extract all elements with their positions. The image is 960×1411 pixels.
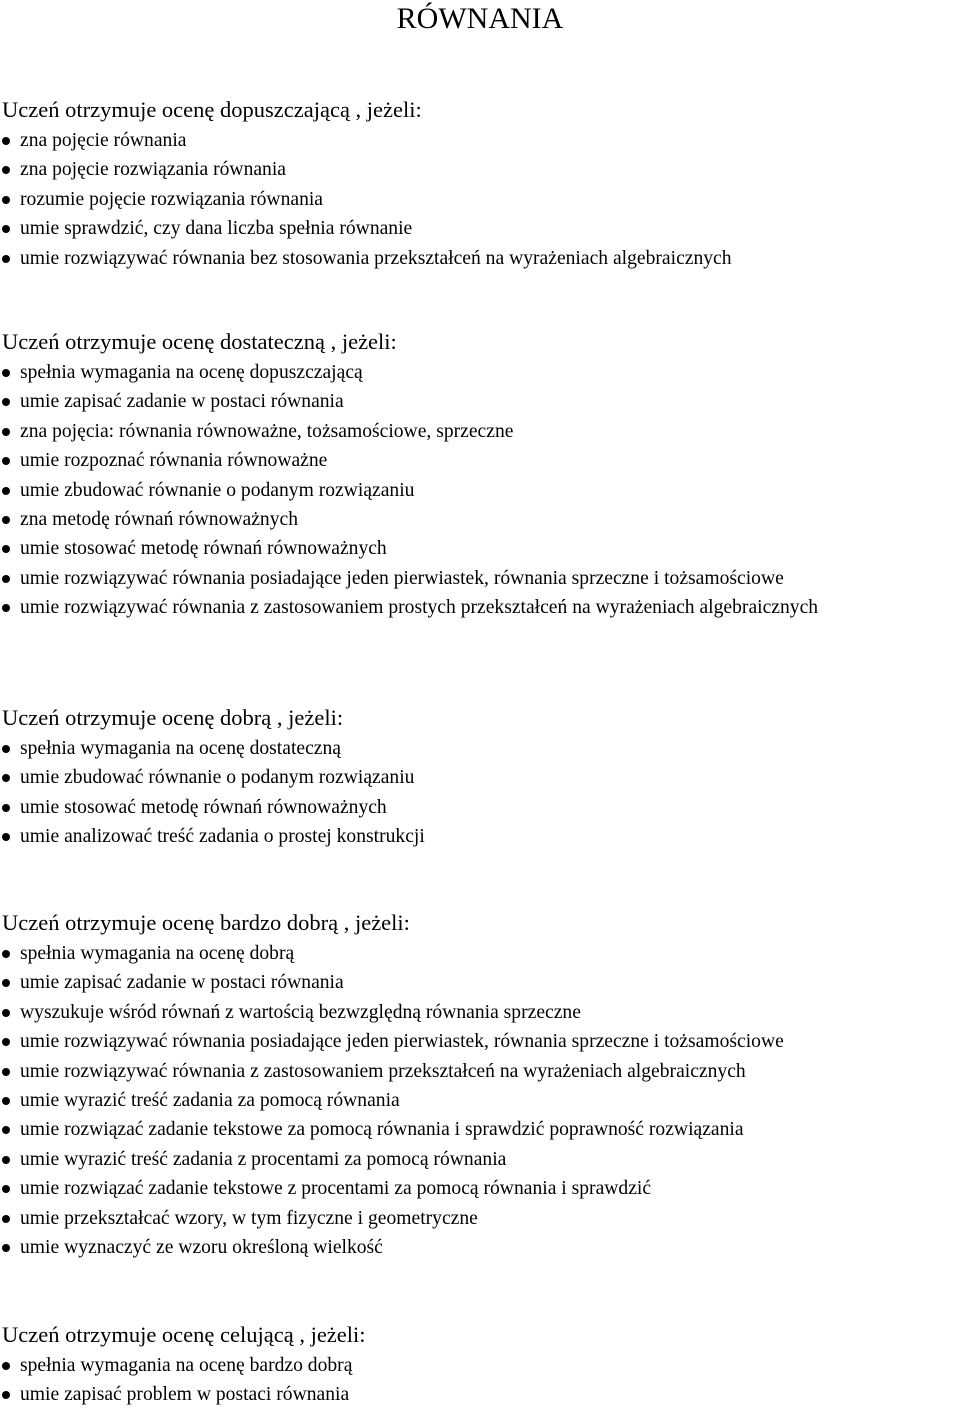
list-item-text: umie zapisać zadanie w postaci równania xyxy=(20,972,344,994)
bullet-icon xyxy=(2,225,10,233)
list-item xyxy=(0,1145,960,1174)
section-celujaca xyxy=(0,1322,960,1410)
section-heading: Uczeń otrzymuje ocenę bardzo dobrą , jeżeli: xyxy=(2,910,410,935)
list-item xyxy=(0,1086,960,1115)
bullet-icon xyxy=(2,166,10,174)
section-heading: Uczeń otrzymuje ocenę dostateczną , jeżeli: xyxy=(2,329,397,354)
bullet-icon xyxy=(2,1156,10,1164)
list-item xyxy=(0,564,960,593)
list-item-text: umie wyrazić treść zadania za pomocą równania xyxy=(20,1090,400,1112)
list-item-text: umie wyrazić treść zadania z procentami za pomocą równania xyxy=(20,1148,507,1170)
list-item xyxy=(0,387,960,416)
list-item-text: umie analizować treść zadania o prostej konstrukcji xyxy=(20,826,425,848)
list-item-text: rozumie pojęcie rozwiązania równania xyxy=(20,188,324,210)
list-item-text: umie rozpoznać równania równoważne xyxy=(20,450,328,472)
bullet-icon xyxy=(2,1009,10,1017)
list-item-text: umie rozwiązywać równania bez stosowania przekształceń na wyrażeniach algebraicznych xyxy=(20,247,732,269)
list-item-text: spełnia wymagania na ocenę dopuszczającą xyxy=(20,362,363,383)
section-heading: Uczeń otrzymuje ocenę dobrą , jeżeli: xyxy=(2,705,344,730)
list-item-text: zna pojęcie równania xyxy=(20,130,187,151)
bullet-icon xyxy=(2,398,10,406)
list-item-text: umie zbudować równanie o podanym rozwiązaniu xyxy=(20,479,415,501)
list-item-text: umie rozwiązywać równania z zastosowaniem przekształceń na wyrażeniach algebraicznych xyxy=(20,1060,746,1082)
list-item-text: umie zapisać problem w postaci równania xyxy=(20,1384,350,1406)
list-item-text: umie zbudować równanie o podanym rozwiązaniu xyxy=(20,767,415,789)
list-item-text: spełnia wymagania na ocenę dostateczną xyxy=(20,738,341,759)
bullet-icon xyxy=(2,545,10,553)
section-bardzo-dobra xyxy=(0,910,960,1262)
list-item-text: zna pojęcia: równania równoważne, tożsamościowe, sprzeczne xyxy=(20,420,514,442)
list-item xyxy=(0,1351,960,1380)
list-item-text: umie rozwiązywać równania posiadające jeden pierwiastek, równania sprzeczne i tożsamościowe xyxy=(20,1031,784,1053)
list-item-text: umie zapisać zadanie w postaci równania xyxy=(20,391,344,413)
list-item-text: zna pojęcie rozwiązania równania xyxy=(20,159,286,181)
list-item-text: umie wyznaczyć ze wzoru określoną wielkość xyxy=(20,1237,383,1259)
section-heading: Uczeń otrzymuje ocenę celującą , jeżeli: xyxy=(2,1322,366,1347)
bullet-icon xyxy=(2,575,10,583)
bullet-icon xyxy=(2,1362,10,1370)
list-item-text: umie rozwiązywać równania posiadające jeden pierwiastek, równania sprzeczne i tożsamościowe xyxy=(20,567,784,589)
bullet-icon xyxy=(2,255,10,263)
list-item-text: umie sprawdzić, czy dana liczba spełnia równanie xyxy=(20,218,413,240)
list-item xyxy=(0,1174,960,1203)
bullet-icon xyxy=(2,1215,10,1223)
bullet-icon xyxy=(2,137,10,145)
list-item xyxy=(0,763,960,792)
bullet-icon xyxy=(2,1185,10,1193)
list-item xyxy=(0,534,960,563)
list-item xyxy=(0,793,960,822)
list-item-text: umie rozwiązać zadanie tekstowe za pomocą równania i sprawdzić poprawność rozwiązania xyxy=(20,1119,744,1141)
bullet-icon xyxy=(2,428,10,436)
list-item xyxy=(0,593,900,622)
section-dobra xyxy=(0,705,960,852)
list-item xyxy=(0,126,960,155)
list-item xyxy=(0,968,960,997)
list-item xyxy=(0,939,960,968)
list-item xyxy=(0,822,960,851)
list-item xyxy=(0,1115,960,1144)
list-item xyxy=(0,1233,960,1262)
bullet-icon xyxy=(2,604,10,612)
list-item xyxy=(0,734,960,763)
list-item-text: umie stosować metodę równań równoważnych xyxy=(20,538,387,560)
requirements-list xyxy=(0,358,960,623)
bullet-icon xyxy=(2,516,10,524)
section-heading: Uczeń otrzymuje ocenę dopuszczającą , jeżeli: xyxy=(2,97,422,122)
list-item-text: umie przekształcać wzory, w tym fizyczne i geometryczne xyxy=(20,1207,478,1229)
bullet-icon xyxy=(2,1391,10,1399)
requirements-list xyxy=(0,1351,960,1410)
list-item-text: spełnia wymagania na ocenę bardzo dobrą xyxy=(20,1355,353,1376)
list-item xyxy=(0,446,960,475)
bullet-icon xyxy=(2,950,10,958)
bullet-icon xyxy=(2,457,10,465)
bullet-icon xyxy=(2,804,10,812)
bullet-icon xyxy=(2,1068,10,1076)
list-item-text: spełnia wymagania na ocenę dobrą xyxy=(20,943,295,964)
bullet-icon xyxy=(2,369,10,377)
list-item xyxy=(0,1204,960,1233)
list-item-text: wyszukuje wśród równań z wartością bezwzględną równania sprzeczne xyxy=(20,1001,581,1023)
list-item xyxy=(0,476,960,505)
list-item-text: umie stosować metodę równań równoważnych xyxy=(20,796,387,818)
list-item xyxy=(0,998,960,1027)
bullet-icon xyxy=(2,1126,10,1134)
bullet-icon xyxy=(2,1244,10,1252)
list-item xyxy=(0,1027,960,1056)
list-item xyxy=(0,244,960,273)
list-item xyxy=(0,185,960,214)
page-title: RÓWNANIA xyxy=(396,2,564,35)
section-dopuszczajaca xyxy=(0,97,960,273)
list-item xyxy=(0,417,960,446)
bullet-icon xyxy=(2,1038,10,1046)
bullet-icon xyxy=(2,196,10,204)
bullet-icon xyxy=(2,774,10,782)
list-item xyxy=(0,505,960,534)
list-item xyxy=(0,1380,960,1409)
requirements-list xyxy=(0,734,960,852)
list-item-text: umie rozwiązywać równania z zastosowaniem prostych przekształceń na wyrażeniach algebraicznych xyxy=(20,597,819,619)
list-item xyxy=(0,155,960,184)
bullet-icon xyxy=(2,1097,10,1105)
bullet-icon xyxy=(2,487,10,495)
requirements-list xyxy=(0,126,960,273)
list-item xyxy=(0,214,960,243)
list-item xyxy=(0,358,960,387)
list-item-text: umie rozwiązać zadanie tekstowe z procentami za pomocą równania i sprawdzić xyxy=(20,1178,652,1200)
bullet-icon xyxy=(2,833,10,841)
section-dostateczna xyxy=(0,329,960,623)
bullet-icon xyxy=(2,979,10,987)
list-item-text: zna metodę równań równoważnych xyxy=(20,509,299,531)
requirements-list xyxy=(0,939,960,1262)
list-item xyxy=(0,1057,960,1086)
bullet-icon xyxy=(2,745,10,753)
